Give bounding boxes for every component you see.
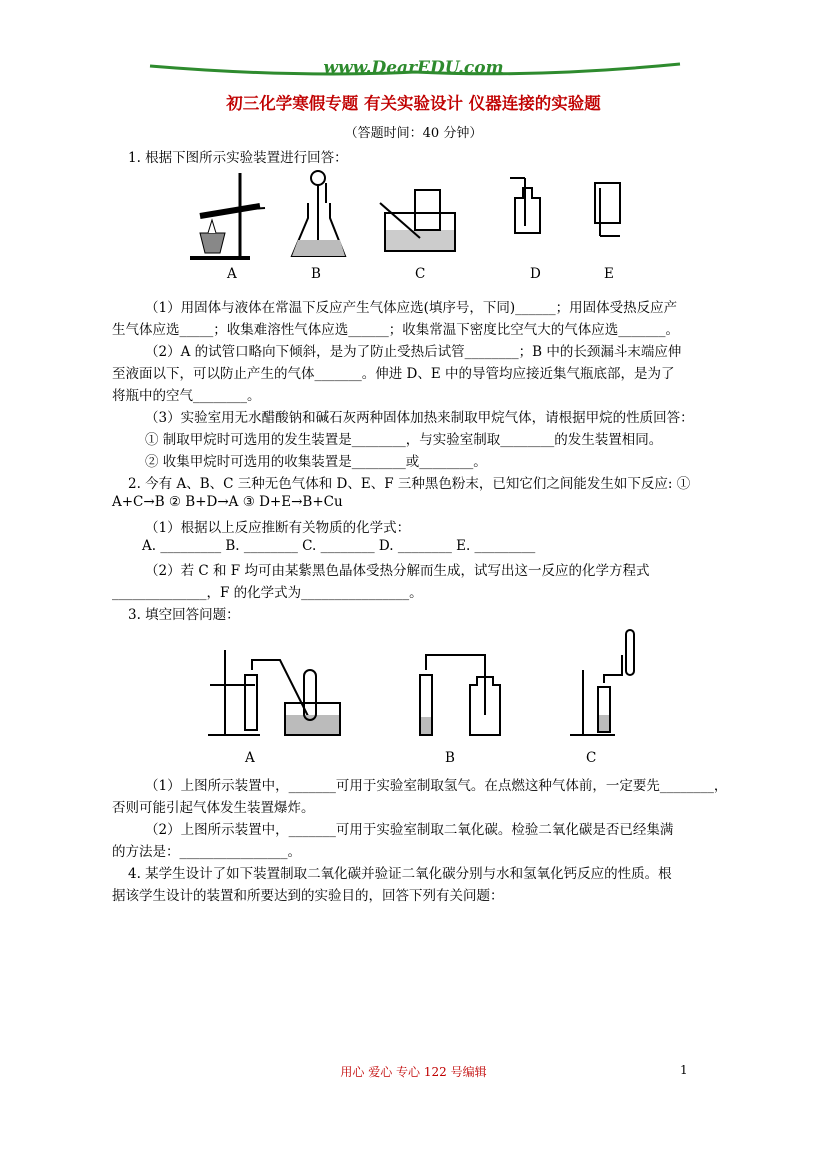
q2-p1: （1）根据以上反应推断有关物质的化学式：	[145, 520, 411, 536]
q1-label-d: D	[530, 266, 541, 282]
apparatus-d-icon	[510, 178, 540, 233]
apparatus-a-icon	[190, 173, 265, 260]
q4-stem-a: 4. 某学生设计了如下装置制取二氧化碳并验证二氧化碳分别与水和氢氧化钙反应的性质。根	[128, 866, 672, 882]
q3-p2b: 的方法是：________________。	[112, 844, 301, 860]
q1-label-e: E	[604, 266, 614, 282]
time-note: （答题时间：40 分钟）	[344, 126, 483, 141]
q1-apparatus-figure	[180, 168, 640, 280]
q1-p3b: ① 制取甲烷时可选用的发生装置是________，与实验室制取________的发生装置相同。	[145, 432, 663, 448]
q3-apparatus-figure	[200, 625, 650, 745]
q1-p2b: 至液面以下，可以防止产生的气体_______。伸进 D、E 中的导管均应接近集气瓶底部，是为了	[112, 366, 675, 382]
q1-p2c: 将瓶中的空气________。	[112, 388, 261, 404]
footer-text: 用心 爱心 专心 122 号编辑	[340, 1065, 487, 1079]
q1-label-b: B	[311, 266, 321, 282]
q4-stem-b: 据该学生设计的装置和所要达到的实验目的，回答下列有关问题：	[112, 888, 504, 904]
apparatus-a-icon	[208, 650, 340, 735]
q3-stem: 3. 填空回答问题：	[128, 607, 240, 623]
q1-p3c: ② 收集甲烷时可选用的收集装置是________或________。	[145, 454, 487, 470]
q3-label-a: A	[245, 750, 255, 766]
page-number: 1	[680, 1063, 688, 1077]
page-title: 初三化学寒假专题 有关实验设计 仪器连接的实验题	[226, 94, 601, 113]
apparatus-b-icon	[292, 171, 345, 256]
q1-p2a: （2）A 的试管口略向下倾斜，是为了防止受热后试管________；B 中的长颈漏斗末端应伸	[145, 344, 682, 360]
q3-label-b: B	[445, 750, 455, 766]
apparatus-c-icon	[570, 630, 634, 735]
site-logo: www.DearEDU.com	[323, 58, 504, 78]
q1-label-c: C	[415, 266, 426, 282]
q2-p2a: （2）若 C 和 F 均可由某紫黑色晶体受热分解而生成，试写出这一反应的化学方程式	[145, 563, 650, 579]
apparatus-e-icon	[595, 183, 620, 236]
q2-stem: 2. 今有 A、B、C 三种无色气体和 D、E、F 三种黑色粉末，已知它们之间能发生如下反应: ①	[128, 476, 691, 492]
q3-label-c: C	[586, 750, 597, 766]
q2-blanks: A. _________ B. ________ C. ________ D. ________ E. _________	[142, 538, 536, 554]
q2-p2b: ______________，F 的化学式为________________。	[112, 585, 423, 601]
q1-p1a: （1）用固体与液体在常温下反应产生气体应选(填序号，下同)______；用固体受热反应产	[145, 300, 678, 316]
q1-stem: 1. 根据下图所示实验装置进行回答：	[128, 150, 348, 166]
apparatus-b-icon	[420, 655, 500, 735]
q2-reactions: A+C→B ② B+D→A ③ D+E→B+Cu	[112, 494, 343, 510]
q3-p1a: （1）上图所示装置中，_______可用于实验室制取氢气。在点燃这种气体前，一定要先________，	[145, 778, 728, 794]
q1-label-a: A	[227, 266, 237, 282]
q1-p1b: 生气体应选_____；收集难溶性气体应选______；收集常温下密度比空气大的气体应选_______。	[112, 322, 679, 338]
q1-p3a: （3）实验室用无水醋酸钠和碱石灰两种固体加热来制取甲烷气体，请根据甲烷的性质回答：	[145, 410, 694, 426]
q3-p2a: （2）上图所示装置中，_______可用于实验室制取二氧化碳。检验二氧化碳是否已经集满	[145, 822, 674, 838]
q3-p1b: 否则可能引起气体发生装置爆炸。	[112, 800, 315, 816]
apparatus-c-icon	[380, 190, 455, 251]
